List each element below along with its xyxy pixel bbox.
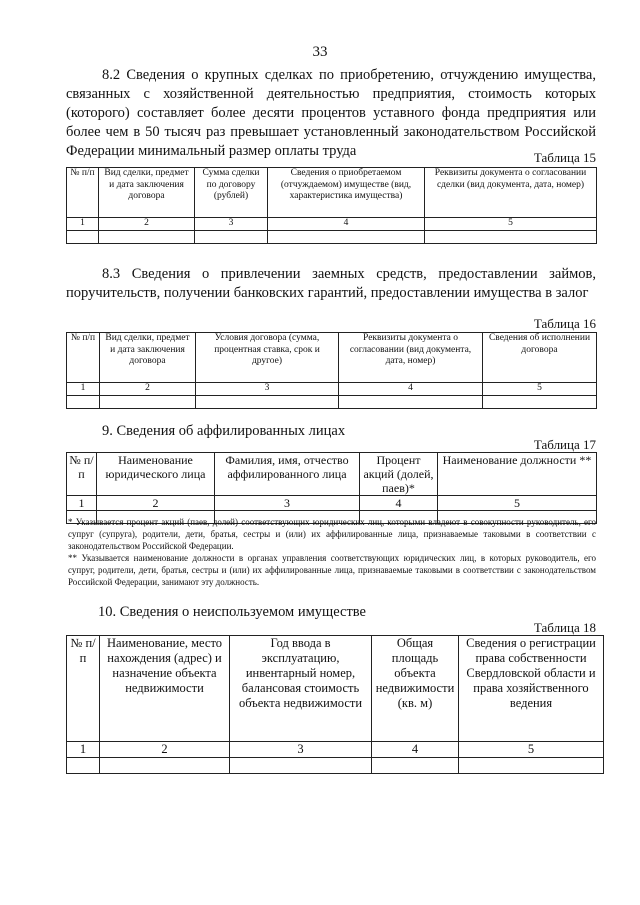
column-number-row: [67, 218, 597, 231]
table-16-caption: Таблица 16: [533, 316, 596, 331]
section-8-3-heading: 8.3 Сведения о привлечении заемных средств, предоставлении займов, поручительств, получении банковских гарантий, предоставлении имущества в залог: [66, 266, 596, 301]
column-number: 3: [230, 742, 372, 758]
header-cell: Реквизиты документа о согласовании (вид документа, дата, номер): [339, 333, 483, 383]
section-10-heading: 10. Сведения о неиспользуемом имуществе: [98, 604, 366, 620]
empty-row: [67, 231, 597, 244]
column-number: 4: [360, 496, 438, 511]
column-number: 2: [100, 383, 196, 396]
column-number: 5: [438, 496, 597, 511]
table-15-caption: Таблица 15: [533, 150, 596, 165]
header-cell: Сведения о приобретаемом (отчуждаемом) имуществе (вид, характеристика имущества): [268, 168, 425, 218]
column-number: 1: [67, 218, 99, 231]
header-cell: Сумма сделки по договору (рублей): [195, 168, 268, 218]
header-cell: Процент акций (долей, паев)*: [360, 453, 438, 496]
column-number: 3: [215, 496, 360, 511]
column-number: 5: [483, 383, 597, 396]
header-cell: Сведения об исполнении договора: [483, 333, 597, 383]
column-number: 2: [100, 742, 230, 758]
footnote-1: * Указывается процент акций (паев, долей) соответствующих юридических лиц, которыми владеют в совокупности руководитель, его супруг (супруга), родители, дети, братья, сестры и (или) их аффилированные лица, признаваемые таковыми в соответствии с законодательством Российской Федерации.: [68, 517, 596, 551]
header-cell: Наименование юридического лица: [97, 453, 215, 496]
table-15: [66, 167, 597, 244]
column-number: 1: [67, 383, 100, 396]
column-number: 4: [268, 218, 425, 231]
header-cell: Вид сделки, предмет и дата заключения договора: [100, 333, 196, 383]
table-header-row: [67, 453, 597, 496]
header-cell: Условия договора (сумма, процентная ставка, срок и другое): [196, 333, 339, 383]
table-17: [66, 452, 597, 524]
column-number: 5: [425, 218, 597, 231]
footnote-2: ** Указывается наименование должности в органах управления соответствующих юридических лиц, в которых руководитель, его супруг, родители, дети, братья, сестры и (или) их аффилированные лица, признаваемые таковыми в соответствии с законодательством Российской Федерации, занимают эту должность.: [68, 553, 596, 587]
empty-row: [67, 396, 597, 409]
column-number: 5: [459, 742, 604, 758]
header-cell: № п/п: [67, 333, 100, 383]
table-18-caption: Таблица 18: [533, 620, 596, 635]
header-cell: Год ввода в эксплуатацию, инвентарный номер, балансовая стоимость объекта недвижимости: [230, 636, 372, 742]
table-header-row: [67, 636, 604, 742]
header-cell: Наименование должности **: [438, 453, 597, 496]
page-number: 33: [312, 44, 328, 60]
table-17-caption: Таблица 17: [533, 437, 596, 452]
column-number: 2: [99, 218, 195, 231]
table-header-row: [67, 168, 597, 218]
section-8-2-heading: 8.2 Сведения о крупных сделках по приобретению, отчуждению имущества, связанных с хозяйственной деятельностью предприятия, стоимость которых (которого) составляет более десяти процентов уставного фонда предприятия или более чем в 50 тысяч раз превышает установленный законодательством Российской Федерации минимальный размер оплаты труда: [66, 67, 596, 159]
column-number: 2: [97, 496, 215, 511]
column-number: 4: [372, 742, 459, 758]
header-cell: № п/п: [67, 453, 97, 496]
empty-row: [67, 758, 604, 774]
column-number: 3: [196, 383, 339, 396]
header-cell: Общая площадь объекта недвижимости (кв. м): [372, 636, 459, 742]
column-number: 4: [339, 383, 483, 396]
header-cell: Фамилия, имя, отчество аффилированного лица: [215, 453, 360, 496]
column-number: 3: [195, 218, 268, 231]
column-number-row: [67, 742, 604, 758]
column-number: 1: [67, 496, 97, 511]
table-18: [66, 635, 604, 774]
header-cell: Сведения о регистрации права собственности Свердловской области и права хозяйственного ведения: [459, 636, 604, 742]
section-9-heading: 9. Сведения об аффилированных лицах: [102, 423, 346, 439]
header-cell: Реквизиты документа о согласовании сделки (вид документа, дата, номер): [425, 168, 597, 218]
column-number-row: [67, 496, 597, 511]
header-cell: Вид сделки, предмет и дата заключения договора: [99, 168, 195, 218]
header-cell: Наименование, место нахождения (адрес) и назначение объекта недвижимости: [100, 636, 230, 742]
column-number-row: [67, 383, 597, 396]
column-number: 1: [67, 742, 100, 758]
table-header-row: [67, 333, 597, 383]
table-16: [66, 332, 597, 409]
header-cell: № п/п: [67, 636, 100, 742]
header-cell: № п/п: [67, 168, 99, 218]
